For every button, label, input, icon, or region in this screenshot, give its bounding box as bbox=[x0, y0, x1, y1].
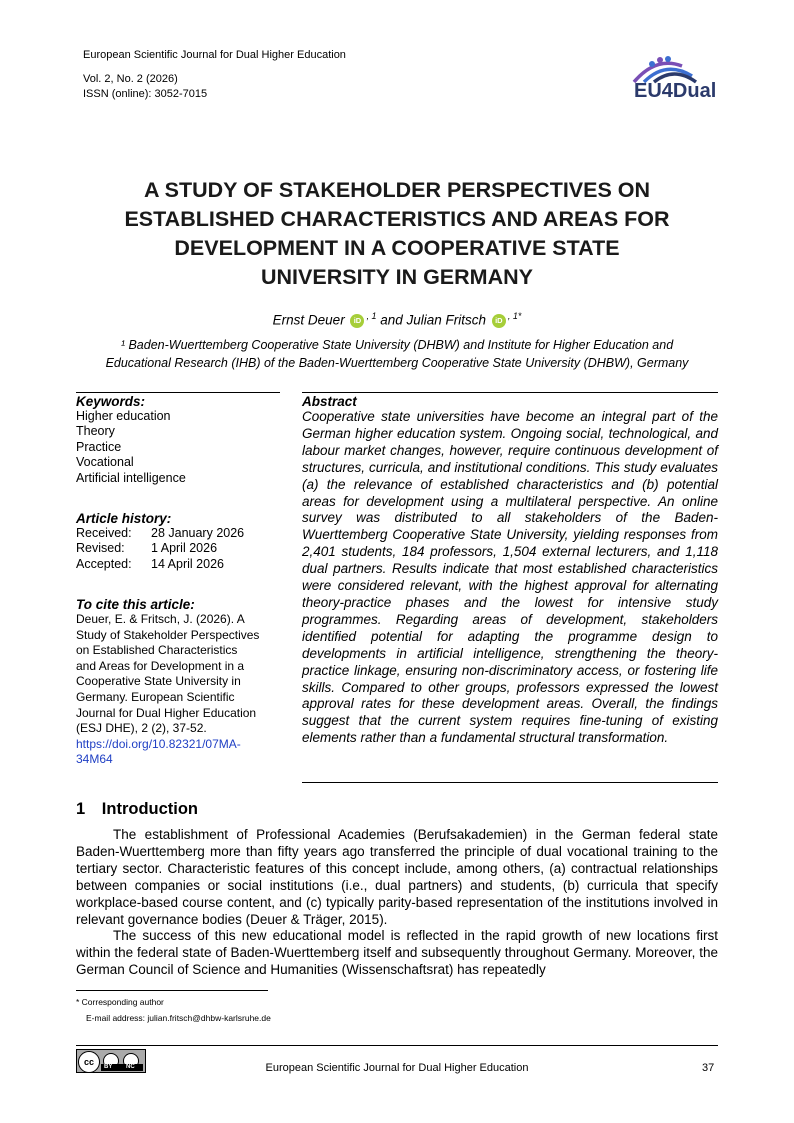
keyword-item: Artificial intelligence bbox=[76, 470, 186, 485]
sidebar-top-rule bbox=[76, 392, 280, 393]
section-body bbox=[76, 827, 718, 979]
doi-link[interactable]: https://doi.org/10.82321/07MA- bbox=[76, 736, 241, 751]
citation-line: Germany. European Scientific bbox=[76, 689, 235, 704]
citation-title: To cite this article: bbox=[76, 597, 195, 612]
citation-line: Deuer, E. & Fritsch, J. (2026). A bbox=[76, 612, 245, 626]
section-number: 1 bbox=[76, 800, 86, 818]
issn-info: ISSN (online): 3052-7015 bbox=[83, 88, 208, 100]
author-connector: and bbox=[380, 312, 403, 328]
paragraph: The success of this new educational model is reflected in the rapid growth of new locations first within the federal state of Baden-Wuerttemberg itself and subsequently throughout Germany. Moreover, the German Council of Science and Humanities (Wissenschaftsrat) has repeatedly bbox=[76, 928, 718, 978]
author-1-name: Ernst Deuer bbox=[272, 312, 345, 328]
accepted-label: Accepted: bbox=[76, 556, 132, 571]
cc-by-label: BY bbox=[104, 1063, 113, 1070]
cc-nc-label: NC bbox=[126, 1063, 135, 1070]
keyword-item: Higher education bbox=[76, 409, 171, 423]
footer-journal: European Scientific Journal for Dual Higher Education bbox=[265, 1062, 529, 1074]
section-heading bbox=[76, 800, 198, 819]
footnote-corresponding: * Corresponding author bbox=[76, 997, 164, 1007]
revised-date: 1 April 2026 bbox=[151, 541, 218, 556]
citation-line: Cooperative State University in bbox=[76, 674, 241, 689]
abstract-top-rule bbox=[302, 392, 718, 393]
affiliation-line-1: ¹ Baden-Wuerttemberg Cooperative State University (DHBW) and Institute for Higher Education and bbox=[120, 338, 674, 352]
keywords-title: Keywords: bbox=[76, 394, 146, 409]
cc-icon: cc bbox=[78, 1051, 100, 1073]
received-date: 28 January 2026 bbox=[151, 526, 245, 540]
footnote-rule bbox=[76, 990, 268, 991]
citation-line: and Areas for Development in a bbox=[76, 658, 245, 673]
footer-rule bbox=[76, 1045, 718, 1046]
title-line-1: A STUDY OF STAKEHOLDER PERSPECTIVES ON bbox=[143, 178, 651, 202]
keywords-block bbox=[76, 394, 280, 486]
author-2-affil: , 1* bbox=[507, 311, 522, 321]
abstract-title: Abstract bbox=[302, 394, 357, 409]
accepted-date: 14 April 2026 bbox=[151, 556, 224, 571]
author-2-name: Julian Fritsch bbox=[406, 312, 487, 328]
paragraph: The establishment of Professional Academies (Berufsakademien) in the German federal state Baden-Wuerttemberg more than fifty years ago transferred the principle of dual vocational training to the tertiary sector. Characteristic features of this concept include, among others, (a) contractual relationships between companies or social institutions (i.e., dual partners) and students, (b) curricula that specify workplace-based course content, and (c) typically parity-based representation of the institutions involved in relevant governance bodies (Deuer & Träger, 2015). bbox=[76, 827, 718, 927]
page-number: 37 bbox=[702, 1062, 715, 1074]
footnote-email: E-mail address: julian.fritsch@dhbw-karlsruhe.de bbox=[86, 1013, 271, 1023]
doi-link-continued[interactable]: 34M64 bbox=[76, 752, 113, 767]
author-1-affil: , 1 bbox=[366, 311, 377, 321]
keyword-item: Vocational bbox=[76, 455, 134, 470]
received-label: Received: bbox=[76, 526, 132, 540]
keyword-item: Practice bbox=[76, 439, 122, 454]
citation-line: on Established Characteristics bbox=[76, 643, 238, 658]
citation-block bbox=[76, 597, 284, 768]
abstract-text: Cooperative state universities have become an integral part of the German higher education system. Ongoing social, technological, and labour market changes, however, require continuous development of structures, curricula, and institutional conditions. This study evaluates (a) the relevance of established characteristics and (b) potential areas for development using a multilateral perspective. An online survey was distributed to all stakeholders of the Baden-Wuerttemberg Cooperative State University, yielding responses from 2,401 students, 184 professors, 1,504 external lecturers, and 1,118 dual partners. Results indicate that most established characteristics were considered relevant, with the highest approval for alternating theory-practice phases and the lowest for intensive study programmes. Regarding areas of development, stakeholders identified potential for adapting the programme design to developments in artificial intelligence, strengthening the theory-practice linkage, ensuring non-discriminatory access, or fostering life skills. Compared to other groups, professors expressed the lowest approval rates for these development areas. Overall, the findings suggest that the current system requires fine-tuning of existing elements rather than a fundamental structural transformation. bbox=[302, 409, 718, 746]
journal-name: European Scientific Journal for Dual Higher Education bbox=[83, 49, 346, 61]
orcid-icon[interactable]: iD bbox=[350, 314, 364, 328]
volume-info: Vol. 2, No. 2 (2026) bbox=[83, 73, 178, 85]
citation-line: Journal for Dual Higher Education bbox=[76, 705, 257, 720]
article-history-block bbox=[76, 511, 280, 572]
abstract-bottom-rule bbox=[302, 782, 718, 783]
affiliation bbox=[70, 336, 724, 372]
title-line-3: DEVELOPMENT IN A COOPERATIVE STATE bbox=[174, 236, 620, 260]
revised-label: Revised: bbox=[76, 541, 125, 556]
abstract-block bbox=[302, 394, 718, 747]
section-title: Introduction bbox=[101, 800, 199, 818]
article-history-title: Article history: bbox=[76, 511, 172, 526]
orcid-icon[interactable]: iD bbox=[492, 314, 506, 328]
keyword-item: Theory bbox=[76, 424, 115, 439]
eu4dual-logo bbox=[630, 52, 717, 102]
citation-line: Study of Stakeholder Perspectives bbox=[76, 627, 260, 642]
logo-text: EU4Dual bbox=[634, 80, 717, 102]
affiliation-line-2: Educational Research (IHB) of the Baden-Wuerttemberg Cooperative State University (DHBW), Germany bbox=[105, 356, 689, 370]
title-line-4: UNIVERSITY IN GERMANY bbox=[261, 265, 533, 289]
citation-line: (ESJ DHE), 2 (2), 37-52. bbox=[76, 721, 207, 736]
author-line bbox=[0, 311, 794, 328]
title-line-2: ESTABLISHED CHARACTERISTICS AND AREAS FOR bbox=[124, 207, 670, 231]
paper-title bbox=[80, 176, 714, 292]
